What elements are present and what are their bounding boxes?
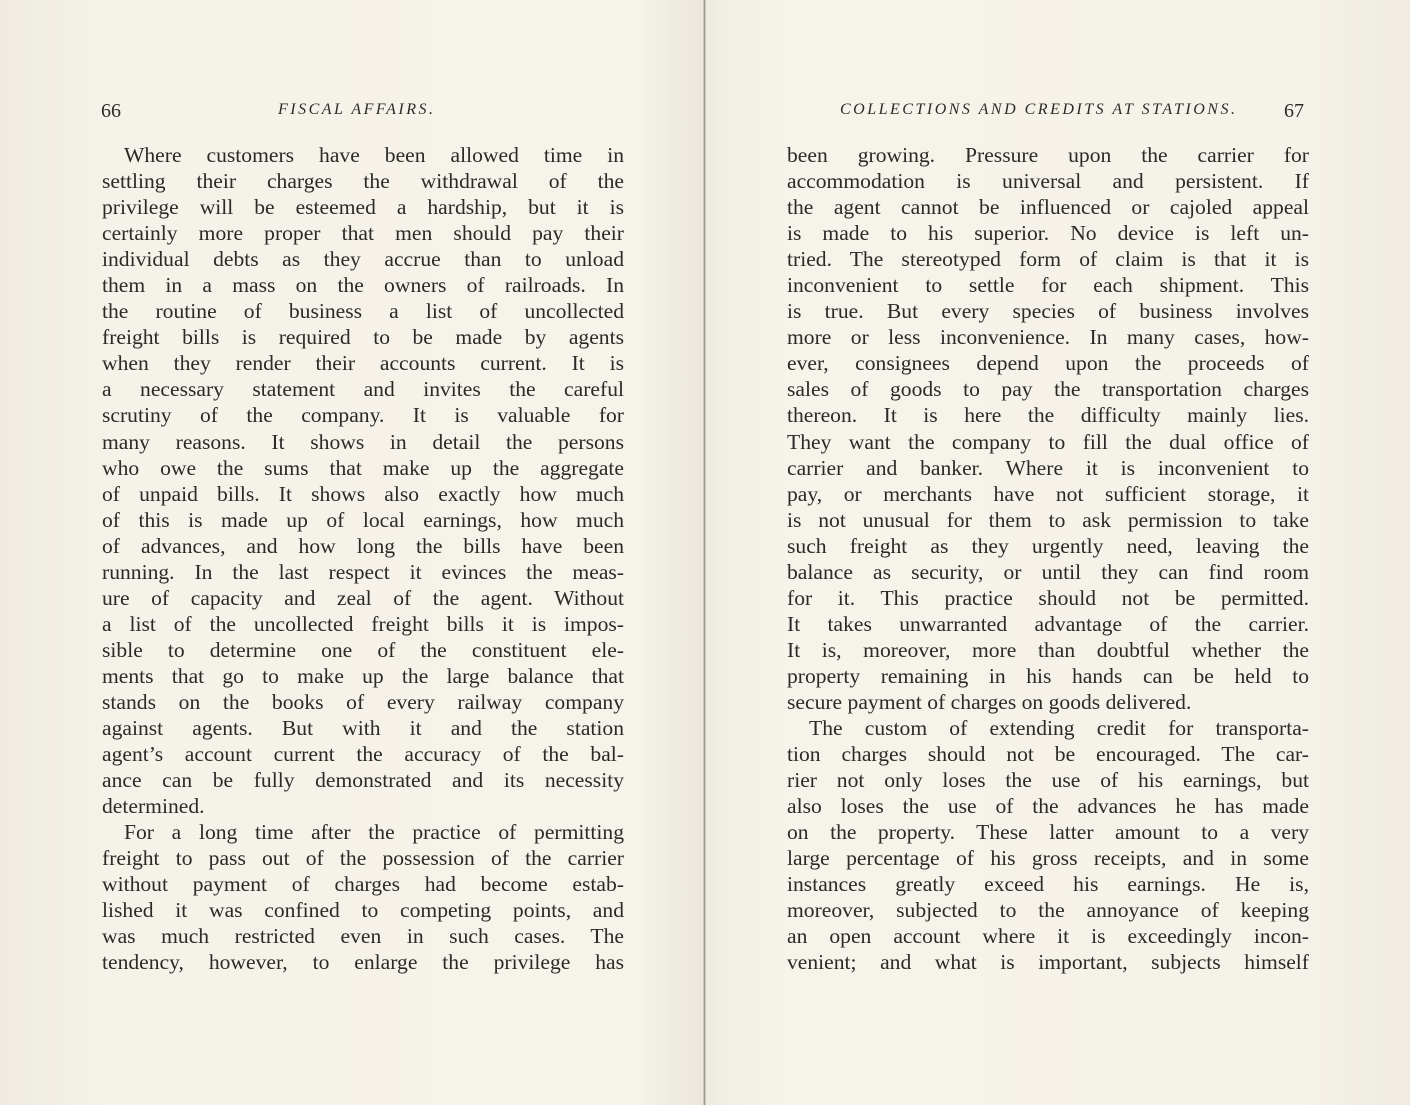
text-line: sible to determine one of the constituent ele-	[102, 637, 624, 662]
right-running-head: COLLECTIONS AND CREDITS AT STATIONS.	[840, 101, 1238, 118]
text-line: instances greatly exceed his earnings. He is,	[787, 872, 1309, 897]
text-line: sales of goods to pay the transportation charges	[787, 377, 1309, 402]
text-line: settling their charges the withdrawal of the	[102, 169, 624, 194]
left-page	[0, 0, 703, 1105]
text-line: without payment of charges had become estab-	[102, 872, 624, 897]
text-line: a list of the uncollected freight bills it is impos-	[102, 611, 624, 636]
right-page	[706, 0, 1410, 1105]
text-line: many reasons. It shows in detail the persons	[102, 429, 624, 454]
left-running-head: FISCAL AFFAIRS.	[278, 101, 436, 118]
text-line: inconvenient to settle for each shipment. This	[787, 273, 1309, 298]
text-line: large percentage of his gross receipts, and in some	[787, 846, 1309, 871]
text-line: freight bills is required to be made by agents	[102, 325, 624, 350]
text-line: privilege will be esteemed a hardship, but it is	[102, 195, 624, 220]
text-line: accommodation is universal and persistent. If	[787, 169, 1309, 194]
text-line: tendency, however, to enlarge the privilege has	[102, 950, 624, 975]
text-line: The custom of extending credit for transporta-	[809, 716, 1309, 741]
text-line: balance as security, or until they can find room	[787, 559, 1309, 584]
text-line: individual debts as they accrue than to unload	[102, 247, 624, 272]
text-line: rier not only loses the use of his earnings, but	[787, 768, 1309, 793]
right-page-number: 67	[1284, 100, 1304, 122]
text-line: the agent cannot be influenced or cajoled appeal	[787, 195, 1309, 220]
text-line: It takes unwarranted advantage of the carrier.	[787, 611, 1309, 636]
text-line: such freight as they urgently need, leaving the	[787, 533, 1309, 558]
text-line: certainly more proper that men should pay their	[102, 221, 624, 246]
text-line: They want the company to fill the dual office of	[787, 429, 1309, 454]
text-line: the routine of business a list of uncollected	[102, 299, 624, 324]
text-line: ure of capacity and zeal of the agent. Without	[102, 585, 624, 610]
text-line: tion charges should not be encouraged. The car-	[787, 742, 1309, 767]
text-line: is made to his superior. No device is left un-	[787, 221, 1309, 246]
text-line: of advances, and how long the bills have been	[102, 533, 624, 558]
text-line: them in a mass on the owners of railroads. In	[102, 273, 624, 298]
text-line: against agents. But with it and the station	[102, 716, 624, 741]
text-line: on the property. These latter amount to a very	[787, 820, 1309, 845]
text-line: Where customers have been allowed time in	[124, 143, 624, 167]
text-line: pay, or merchants have not sufficient storage, it	[787, 481, 1309, 506]
text-line: an open account where it is exceedingly incon-	[787, 924, 1309, 949]
right-page-text	[787, 142, 1309, 976]
text-line: determined.	[102, 794, 205, 819]
text-line: It is, moreover, more than doubtful whether the	[787, 637, 1309, 662]
text-line: thereon. It is here the difficulty mainly lies.	[787, 403, 1309, 428]
text-line: been growing. Pressure upon the carrier for	[787, 143, 1309, 167]
text-line: moreover, subjected to the annoyance of keeping	[787, 898, 1309, 923]
text-line: secure payment of charges on goods delivered.	[787, 689, 1192, 714]
text-line: freight to pass out of the possession of the carrier	[102, 846, 624, 871]
text-line: agent’s account current the accuracy of the bal-	[102, 742, 624, 767]
text-line: is not unusual for them to ask permission to take	[787, 507, 1309, 532]
left-page-number: 66	[101, 100, 121, 122]
text-line: ever, consignees depend upon the proceeds of	[787, 351, 1309, 376]
text-line: also loses the use of the advances he has made	[787, 794, 1309, 819]
text-line: ments that go to make up the large balance that	[102, 663, 624, 688]
text-line: more or less inconvenience. In many cases, how-	[787, 325, 1309, 350]
text-line: for it. This practice should not be permitted.	[787, 585, 1309, 610]
text-line: running. In the last respect it evinces the meas-	[102, 559, 624, 584]
text-line: ance can be fully demonstrated and its necessity	[102, 768, 624, 793]
text-line: who owe the sums that make up the aggregate	[102, 455, 624, 480]
text-line: of this is made up of local earnings, how much	[102, 507, 624, 532]
text-line: of unpaid bills. It shows also exactly how much	[102, 481, 624, 506]
text-line: a necessary statement and invites the careful	[102, 377, 624, 402]
text-line: was much restricted even in such cases. The	[102, 924, 624, 949]
left-page-text	[102, 142, 624, 976]
text-line: scrutiny of the company. It is valuable for	[102, 403, 624, 428]
text-line: lished it was confined to competing points, and	[102, 898, 624, 923]
text-line: property remaining in his hands can be held to	[787, 663, 1309, 688]
text-line: carrier and banker. Where it is inconvenient to	[787, 455, 1309, 480]
text-line: For a long time after the practice of permitting	[124, 820, 624, 845]
text-line: when they render their accounts current. It is	[102, 351, 624, 376]
text-line: stands on the books of every railway company	[102, 689, 624, 714]
text-line: venient; and what is important, subjects himself	[787, 950, 1309, 975]
text-line: tried. The stereotyped form of claim is that it is	[787, 247, 1309, 272]
text-line: is true. But every species of business involves	[787, 299, 1309, 324]
